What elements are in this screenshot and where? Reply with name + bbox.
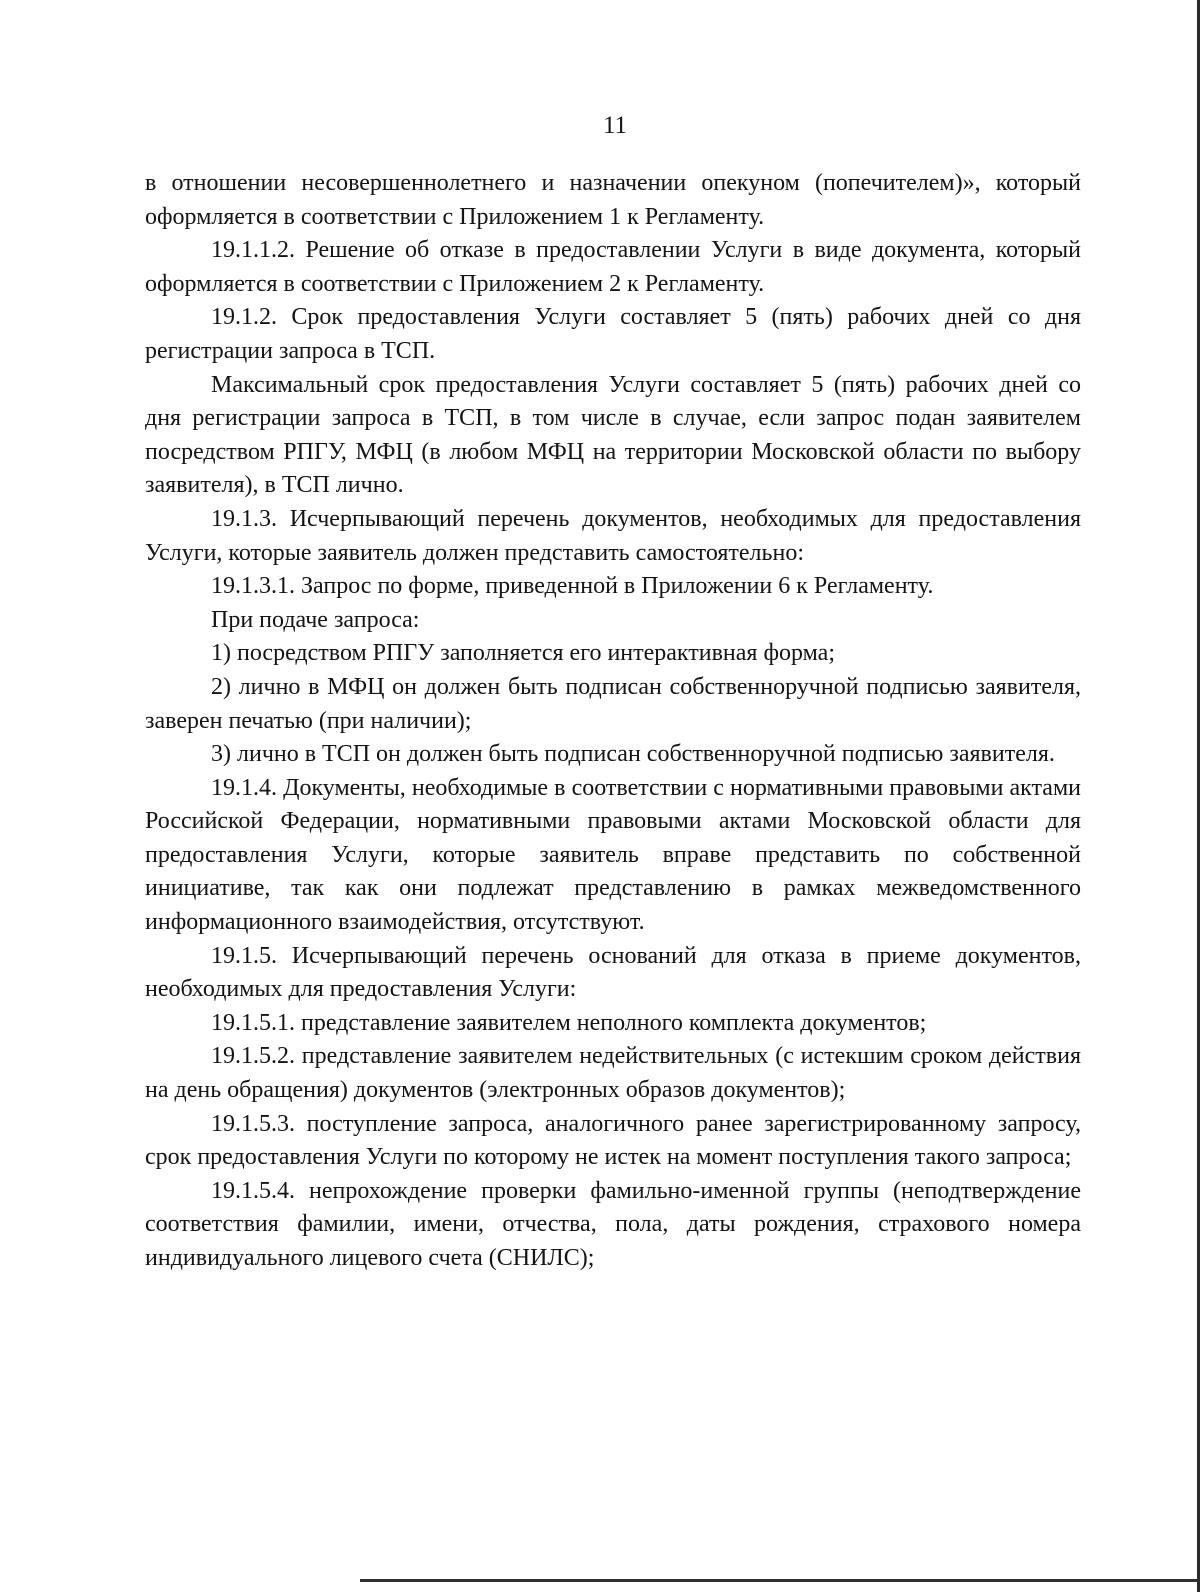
scan-edge-bottom bbox=[360, 1579, 1200, 1582]
paragraph-19-1-3-1: 19.1.3.1. Запрос по форме, приведенной в Приложении 6 к Регламенту. bbox=[211, 573, 934, 600]
document-body bbox=[145, 167, 1081, 1276]
paragraph-continuation: в отношении несовершеннолетнего и назначении опекуном (попечителем)», который оформляется в соответствии с Приложением 1 к Регламенту. bbox=[145, 170, 1081, 230]
paragraph-19-1-5-2: 19.1.5.2. представление заявителем недействительных (с истекшим сроком действия на день обращения) документов (электронных образов документов); bbox=[145, 1043, 1081, 1104]
page-number: 11 bbox=[602, 112, 628, 139]
paragraph-submission-intro: При подаче запроса: bbox=[211, 606, 420, 633]
paragraph-max-term: Максимальный срок предоставления Услуги составляет 5 (пять) рабочих дней со дня регистрации запроса в ТСП, в том числе в случае, если запрос подан заявителем посредством РПГУ, МФЦ (в любом МФЦ на территории Московской области по выбору заявителя), в ТСП лично. bbox=[145, 371, 1081, 499]
paragraph-19-1-2: 19.1.2. Срок предоставления Услуги составляет 5 (пять) рабочих дней со дня регистрации запроса в ТСП. bbox=[145, 304, 1081, 364]
paragraph-item-2: 2) лично в МФЦ он должен быть подписан собственноручной подписью заявителя, заверен печатью (при наличии); bbox=[145, 673, 1081, 734]
paragraph-19-1-4: 19.1.4. Документы, необходимые в соответствии с нормативными правовыми актами Российской Федерации, нормативными правовыми актами Московской области для предоставления Услуги, которые заявитель вправе представить по собственной инициативе, так как они подлежат представлению в рамках межведомственного информационного взаимодействия, отсутствуют. bbox=[145, 774, 1081, 936]
paragraph-19-1-5-3: 19.1.5.3. поступление запроса, аналогичного ранее зарегистрированному запросу, срок предоставления Услуги по которому не истек на момент поступления такого запроса; bbox=[145, 1110, 1081, 1171]
paragraph-item-3: 3) лично в ТСП он должен быть подписан собственноручной подписью заявителя. bbox=[211, 741, 1055, 768]
paragraph-19-1-5-1: 19.1.5.1. представление заявителем неполного комплекта документов; bbox=[211, 1009, 927, 1036]
paragraph-19-1-5: 19.1.5. Исчерпывающий перечень оснований для отказа в приеме документов, необходимых для предоставления Услуги: bbox=[145, 942, 1081, 1003]
paragraph-19-1-5-4: 19.1.5.4. непрохождение проверки фамильно-именной группы (неподтверждение соответствия фамилии, имени, отчества, пола, даты рождения, страхового номера индивидуального лицевого счета (СНИЛС); bbox=[145, 1177, 1081, 1271]
paragraph-19-1-1-2: 19.1.1.2. Решение об отказе в предоставлении Услуги в виде документа, который оформляется в соответствии с Приложением 2 к Регламенту. bbox=[145, 237, 1081, 297]
paragraph-19-1-3: 19.1.3. Исчерпывающий перечень документов, необходимых для предоставления Услуги, которые заявитель должен представить самостоятельно: bbox=[145, 505, 1081, 566]
paragraph-item-1: 1) посредством РПГУ заполняется его интерактивная форма; bbox=[211, 640, 835, 667]
